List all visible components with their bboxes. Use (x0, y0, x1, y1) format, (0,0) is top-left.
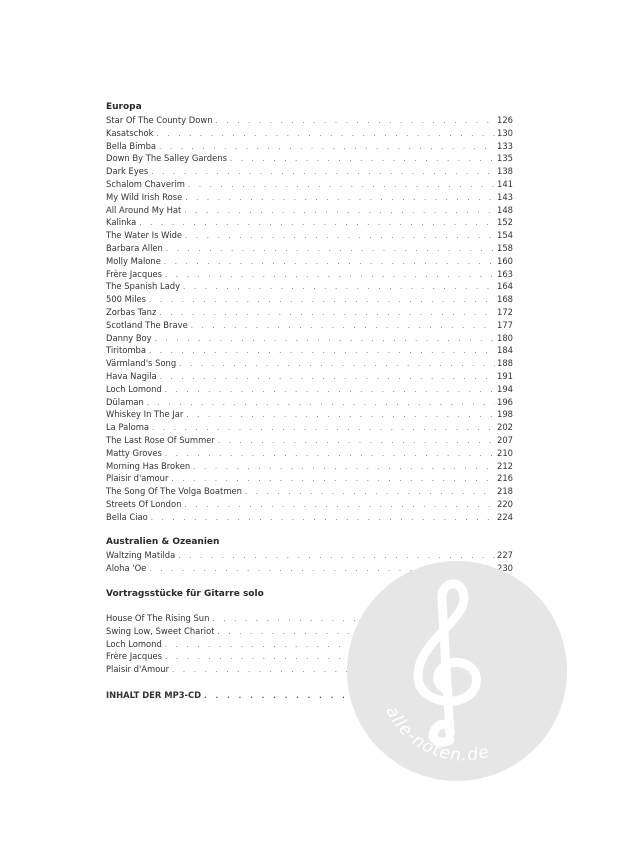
toc-entry[interactable] (106, 472, 513, 485)
toc-entry-title: Plaisir d'amour (106, 473, 169, 484)
toc-entry-page: 133 (497, 140, 513, 151)
toc-entry-page: 216 (497, 473, 513, 484)
toc-leader-dots (159, 307, 495, 320)
toc-entry-title: Whiskey In The Jar (106, 409, 184, 420)
toc-entry-title: The Song Of The Volga Boatmen (106, 486, 242, 497)
toc-entry-page: 220 (497, 498, 513, 509)
toc-entry-page: 135 (497, 153, 513, 164)
toc-entry-title: Värmland's Song (106, 358, 177, 369)
toc-entry-page: 180 (497, 332, 513, 343)
toc-entry-page: 230 (497, 562, 513, 573)
toc-entry-title: The Spanish Lady (106, 281, 181, 292)
toc-leader-dots (185, 192, 495, 205)
toc-entry-page: 198 (497, 409, 513, 420)
toc-leader-dots (157, 128, 495, 141)
toc-leader-dots (165, 269, 495, 282)
toc-entry-title: Schalom Chaverim (106, 178, 185, 189)
toc-leader-dots (147, 397, 495, 410)
toc-leader-dots (230, 153, 495, 166)
toc-leader-dots (164, 256, 495, 269)
toc-entry-title: Plaisir d'Amour (106, 664, 170, 675)
toc-leader-dots (186, 409, 495, 422)
toc-leader-dots (151, 166, 495, 179)
toc-entry-page: 218 (497, 486, 513, 497)
toc-entry-page: 164 (497, 281, 513, 292)
toc-entry-page: 196 (497, 396, 513, 407)
toc-entry-page: 184 (497, 345, 513, 356)
toc-entry-title: Tiritomba (106, 345, 146, 356)
toc-entry-title: Molly Malone (106, 255, 161, 266)
toc-entry-page: 126 (497, 115, 513, 125)
toc-entry[interactable] (106, 460, 513, 473)
toc-entry-title: Swing Low, Sweet Chariot (106, 625, 215, 636)
toc-leader-dots (184, 205, 495, 218)
toc-leader-dots (155, 333, 495, 346)
toc-entry[interactable] (106, 434, 513, 447)
toc-entry[interactable] (106, 127, 513, 140)
toc-entry-title: Matty Groves (106, 447, 162, 458)
toc-entry-title: Down By The Salley Gardens (106, 153, 227, 164)
section-title-australien: Australien & Ozeanien (106, 537, 220, 547)
toc-entry-title: Star Of The County Down (106, 115, 213, 125)
toc-entry[interactable] (106, 396, 513, 409)
toc-leader-dots (160, 371, 495, 384)
toc-entry-page: 202 (497, 422, 513, 433)
toc-entry-page: 160 (497, 255, 513, 266)
toc-entry-title: Loch Lomond (106, 383, 162, 394)
toc-entry-title: Kalinka (106, 217, 137, 228)
toc-entry[interactable] (106, 191, 513, 204)
toc-entry-page: 152 (497, 217, 513, 228)
toc-entry[interactable] (106, 421, 513, 434)
toc-entry-page: 177 (497, 319, 513, 330)
toc-entry-title: Bella Ciao (106, 511, 148, 522)
toc-leader-dots (183, 281, 495, 294)
toc-entry[interactable] (106, 357, 513, 370)
toc-entry[interactable] (106, 268, 513, 281)
toc-leader-dots (179, 358, 495, 371)
toc-entry-title: Danny Boy (106, 332, 152, 343)
toc-leader-dots (216, 115, 496, 128)
toc-entry[interactable] (106, 242, 513, 255)
toc-entry[interactable] (106, 204, 513, 217)
toc-entry[interactable] (106, 383, 513, 396)
toc-leader-dots (149, 345, 495, 358)
toc-entry[interactable] (106, 280, 513, 293)
toc-entry-title: Aloha 'Oe (106, 562, 147, 573)
toc-entry[interactable] (106, 408, 513, 421)
toc-entry-title: The Water Is Wide (106, 230, 183, 241)
toc-entry[interactable] (106, 216, 513, 229)
toc-entry[interactable] (106, 498, 513, 511)
toc-entry-title: INHALT DER MP3-CD (106, 690, 202, 700)
toc-entry[interactable] (106, 344, 513, 357)
toc-entry-page: 172 (497, 306, 513, 317)
toc-entry-title: Frère Jacques (106, 268, 163, 279)
toc-leader-dots (191, 320, 495, 333)
toc-entry[interactable] (106, 165, 513, 178)
toc-entry-page: 210 (497, 447, 513, 458)
toc-entry-page: 163 (497, 268, 513, 279)
toc-entry-title: La Paloma (106, 422, 150, 433)
toc-entry-title: The Last Rose Of Summer (106, 434, 215, 445)
toc-entry[interactable] (106, 332, 513, 345)
toc-entry[interactable] (106, 114, 513, 127)
toc-entry[interactable] (106, 319, 513, 332)
toc-entry-page: 212 (497, 460, 513, 471)
toc-entry-page: 148 (497, 204, 513, 215)
toc-entry[interactable] (106, 152, 513, 165)
toc-entry-page: 141 (497, 178, 513, 189)
watermark-logo (346, 560, 568, 782)
toc-entry-title: My Wild Irish Rose (106, 191, 183, 202)
toc-leader-dots (188, 179, 495, 192)
toc-entry-page: 227 (497, 550, 513, 560)
toc-entry[interactable] (106, 447, 513, 460)
toc-leader-dots (165, 448, 495, 461)
toc-entry[interactable] (106, 140, 513, 153)
toc-entry-title: Scotland The Brave (106, 319, 188, 330)
toc-leader-dots (149, 294, 495, 307)
toc-entry[interactable] (106, 511, 513, 524)
toc-entry-page: 154 (497, 230, 513, 241)
section-title-europa: Europa (106, 102, 142, 112)
toc-entry-title: Morning Has Broken (106, 460, 191, 471)
toc-entry-title: All Around My Hat (106, 204, 182, 215)
toc-entry[interactable] (106, 370, 513, 383)
toc-leader-dots (139, 217, 495, 230)
toc-entry-page: 207 (497, 434, 513, 445)
toc-entry-page: 143 (497, 191, 513, 202)
toc-entry-page: 130 (497, 127, 513, 138)
toc-entry[interactable] (106, 485, 513, 498)
toc-entry[interactable] (106, 255, 513, 268)
toc-entry-page: 158 (497, 242, 513, 253)
toc-entry-page: 194 (497, 383, 513, 394)
toc-entry-title: Zorbas Tanz (106, 306, 157, 317)
toc-entry-title: Dülaman (106, 396, 144, 407)
toc-entry-page: 168 (497, 294, 513, 305)
toc-entry-title: Dark Eyes (106, 166, 149, 177)
toc-entry-title: Waltzing Matilda (106, 550, 176, 560)
toc-entry-title: Bella Bimba (106, 140, 157, 151)
toc-entry-page: 138 (497, 166, 513, 177)
toc-leader-dots (151, 512, 495, 525)
toc-entry-page: 224 (497, 511, 513, 522)
toc-entry-title: Loch Lomond (106, 638, 162, 649)
toc-entry-title: Hava Nagila (106, 370, 157, 381)
toc-entry[interactable] (106, 293, 513, 306)
toc-entry-title: Kasatschok (106, 127, 154, 138)
toc-leader-dots (184, 499, 495, 512)
toc-entry-title: 500 Miles (106, 294, 147, 305)
toc-leader-dots (218, 435, 495, 448)
toc-entry-title: House Of The Rising Sun (106, 613, 210, 623)
toc-leader-dots (165, 384, 495, 397)
section-title-gitarre-solo: Vortragsstücke für Gitarre solo (106, 589, 264, 599)
toc-entry-page: 188 (497, 358, 513, 369)
toc-entry-title: Frère Jacques (106, 651, 163, 662)
toc-entry[interactable] (106, 306, 513, 319)
toc-entry[interactable] (106, 178, 513, 191)
toc-leader-dots (193, 461, 495, 474)
toc-entry-page: 191 (497, 370, 513, 381)
watermark-text: alle-noten.de (381, 703, 492, 766)
toc-entry[interactable] (106, 229, 513, 242)
toc-leader-dots (185, 230, 495, 243)
toc-leader-dots (166, 243, 495, 256)
toc-entry-title: Barbara Allen (106, 242, 163, 253)
toc-leader-dots (245, 486, 495, 499)
toc-list-europa (106, 114, 513, 524)
toc-entry-title: Streets Of London (106, 498, 182, 509)
